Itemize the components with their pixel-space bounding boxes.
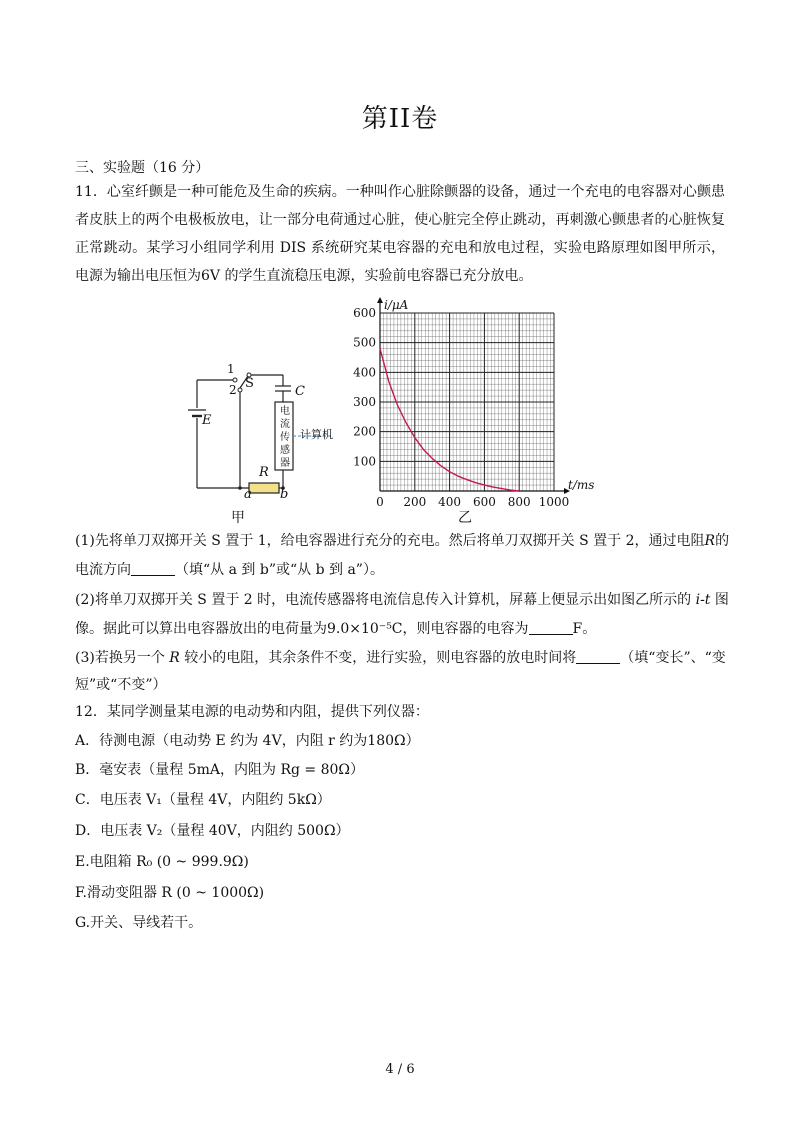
q11-part1-line1: (1)先将单刀双掷开关 S 置于 1，给电容器进行充分的充电。然后将单刀双掷开关 S 置于 2，通过电阻R的 [75, 533, 730, 549]
y-axis-label: i/μA [384, 298, 409, 312]
q12-item-e: E.电阻箱 R₀ (0 ~ 999.9Ω) [75, 854, 249, 870]
figure-jia-caption: 甲 [231, 510, 245, 526]
q12-intro: 12．某同学测量某电源的电动势和内阻，提供下列仪器： [75, 704, 429, 720]
y-tick-label: 500 [353, 335, 376, 350]
switch-label-S: S [245, 376, 254, 391]
it-chart [340, 292, 610, 512]
q11-part3-line1: (3)若换另一个 R 较小的电阻，其余条件不变，进行实验，则电容器的放电时间将 （填“变长”、“变 [75, 650, 726, 666]
q11-intro: 11．心室纤颤是一种可能危及生命的疾病。一种叫作心脏除颤器的设备，通过一个充电的电容器对心颤患者皮肤上的两个电极板放电，让一部分电荷通过心脏，使心脏完全停止跳动，再刺激心颤患者的心脏恢复正常跳动。某学习小组同学利用 DIS 系统研究某电容器的充电和放电过程，实验电路原理如图甲所示，电源为输出电压恒为6V 的学生直流稳压电源，实验前电容器已充分放电。 [75, 184, 725, 284]
x-tick-label: 1000 [538, 495, 570, 509]
q11-part1-line2: 电流方向 （填“从 a 到 b”或“从 b 到 a”）。 [75, 562, 384, 578]
answer-blank-3[interactable] [576, 649, 620, 664]
y-tick-label: 200 [353, 424, 376, 439]
q12-item-b: B．毫安表（量程 5mA，内阻为 Rg = 80Ω） [75, 762, 365, 778]
x-tick-label: 600 [472, 495, 496, 509]
answer-blank-1[interactable] [131, 561, 175, 576]
computer-label: 计算机 [300, 428, 333, 441]
y-tick-label: 600 [353, 306, 376, 320]
q12-item-a: A．待测电源（电动势 E 约为 4V，内阻 r 约为180Ω） [75, 733, 420, 749]
node-label-a: a [244, 487, 252, 502]
x-tick-label: 800 [507, 495, 531, 509]
q11-part2-line2: 像。据此可以算出电容器放出的电荷量为9.0×10⁻⁵C，则电容器的电容为 F。 [75, 621, 597, 637]
page-number: 4 / 6 [385, 1062, 415, 1077]
y-tick-label: 400 [353, 365, 376, 380]
q11-part3-line2: 短”或“不变”） [75, 677, 167, 693]
q12-item-d: D．电压表 V₂（量程 40V，内阻约 500Ω） [75, 823, 350, 839]
node-label-b: b [280, 487, 289, 502]
y-tick-label: 300 [353, 395, 376, 409]
q12-item-f: F.滑动变阻器 R (0 ~ 1000Ω) [75, 885, 265, 901]
q11-part2-line1: (2)将单刀双掷开关 S 置于 2 时，电流传感器将电流信息传入计算机，屏幕上便显示出如图乙所示的 i-t 图 [75, 592, 729, 608]
q12-item-c: C．电压表 V₁（量程 4V，内阻约 5kΩ） [75, 792, 331, 808]
battery-label-E: E [202, 413, 212, 428]
x-tick-label: 0 [376, 495, 384, 509]
figure-yi-caption: 乙 [458, 510, 472, 526]
section-heading: 三、实验题（16 分） [75, 160, 210, 176]
capacitor-label-C: C [295, 384, 305, 399]
y-tick-label: 100 [353, 454, 376, 469]
answer-blank-2[interactable] [529, 620, 573, 635]
x-axis-label: t/ms [568, 478, 595, 492]
switch-label-1: 1 [227, 362, 235, 376]
y-axis-arrow [377, 297, 383, 303]
current-sensor-label: 电 流 传 感 器 [280, 406, 290, 469]
page-title: 第II卷 [361, 104, 439, 134]
switch-label-2: 2 [229, 383, 237, 397]
resistor-label-R: R [259, 465, 269, 480]
q12-item-g: G.开关、导线若干。 [75, 915, 203, 931]
x-tick-label: 400 [438, 495, 462, 509]
x-tick-label: 200 [403, 495, 427, 509]
